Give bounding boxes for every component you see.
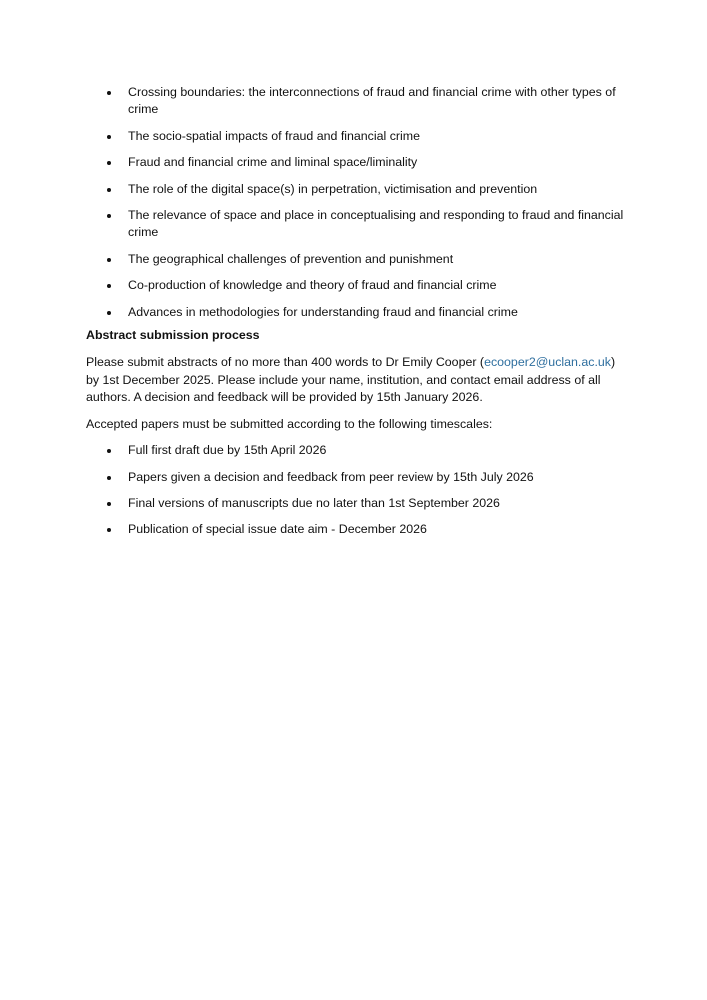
bullet-icon — [107, 284, 111, 288]
list-item-text: The socio-spatial impacts of fraud and financial crime — [128, 128, 421, 143]
submission-deadline-text: ) by 1st December 2025. Please include your name, institution, and contact email address of all authors. A decision and feedback will be provided by 15th January 2026. — [86, 355, 616, 405]
list-item-text: The role of the digital space(s) in perpetration, victimisation and prevention — [128, 181, 538, 196]
list-item-text: Co-production of knowledge and theory of fraud and financial crime — [128, 278, 497, 293]
bullet-icon — [107, 91, 111, 95]
list-item-text: Publication of special issue date aim - December 2026 — [128, 522, 427, 537]
list-item-text: Full first draft due by 15th April 2026 — [128, 443, 327, 458]
list-item — [86, 181, 624, 198]
submission-intro-text: Please submit abstracts of no more than 400 words to Dr Emily Cooper ( — [86, 355, 485, 370]
list-item — [86, 304, 624, 321]
submission-paragraph — [86, 354, 624, 406]
bullet-icon — [107, 214, 111, 218]
list-item — [86, 277, 624, 294]
timescales-list — [86, 442, 624, 539]
bullet-icon — [107, 476, 111, 480]
list-item — [86, 469, 624, 486]
list-item — [86, 521, 624, 538]
list-item-text: The geographical challenges of prevention and punishment — [128, 251, 454, 266]
section-heading: Abstract submission process — [86, 328, 260, 343]
email-link[interactable]: ecooper2@uclan.ac.uk — [484, 355, 611, 370]
bullet-icon — [107, 188, 111, 192]
list-item-text: Crossing boundaries: the interconnections of fraud and financial crime with other types of crime — [128, 85, 616, 117]
accepted-papers-paragraph: Accepted papers must be submitted according to the following timescales: — [86, 416, 493, 431]
list-item-text: Advances in methodologies for understanding fraud and financial crime — [128, 304, 518, 319]
list-item — [86, 495, 624, 512]
bullet-icon — [107, 449, 111, 453]
list-item — [86, 128, 624, 145]
list-item — [86, 207, 624, 242]
list-item-text: Papers given a decision and feedback from peer review by 15th July 2026 — [128, 469, 534, 484]
bullet-icon — [107, 135, 111, 139]
bullet-icon — [107, 502, 111, 506]
list-item — [86, 251, 624, 268]
list-item-text: Final versions of manuscripts due no later than 1st September 2026 — [128, 495, 500, 510]
list-item-text: Fraud and financial crime and liminal space/liminality — [128, 155, 418, 170]
bullet-icon — [107, 258, 111, 262]
document-page — [86, 84, 624, 548]
bullet-icon — [107, 528, 111, 532]
list-item — [86, 84, 624, 119]
bullet-icon — [107, 161, 111, 165]
list-item — [86, 154, 624, 171]
list-item — [86, 442, 624, 459]
topics-list — [86, 84, 624, 321]
bullet-icon — [107, 311, 111, 315]
list-item-text: The relevance of space and place in conceptualising and responding to fraud and financial crime — [128, 208, 624, 240]
